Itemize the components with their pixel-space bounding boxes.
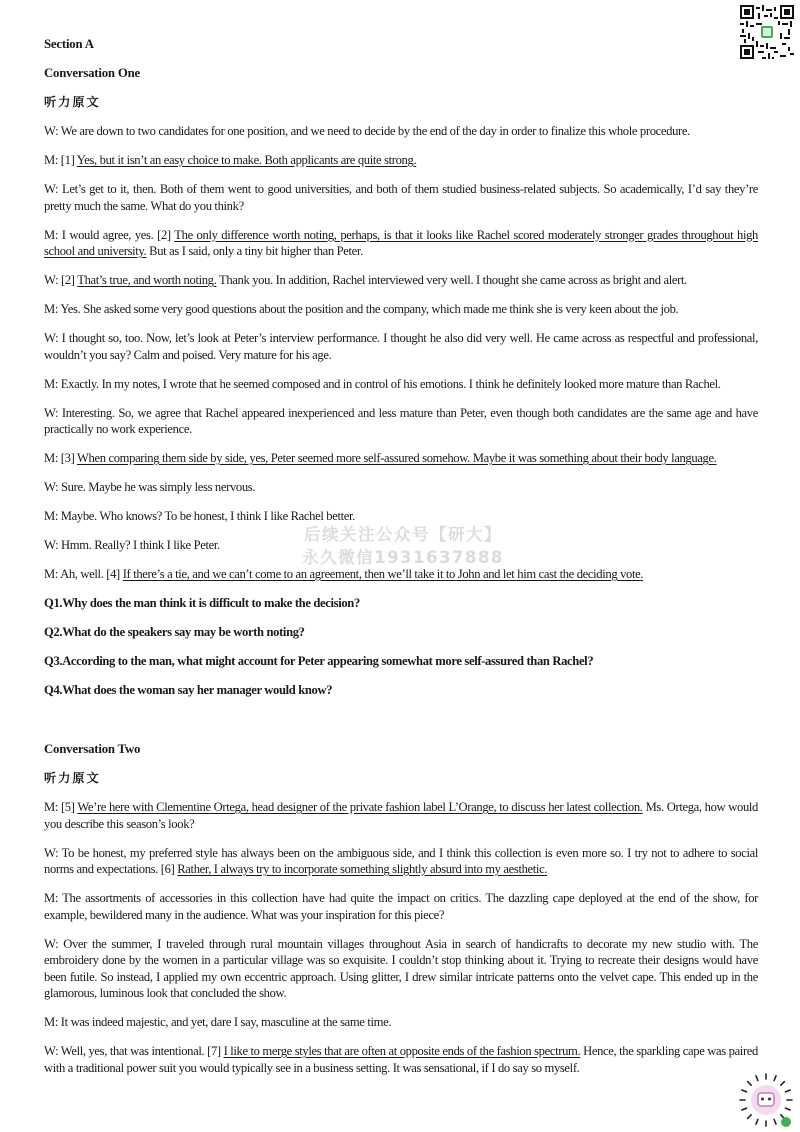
transcript-line: [44, 301, 758, 318]
line-text: W: Well, yes, that was intentional. [7]: [44, 1044, 224, 1058]
underlined-answer-text: That’s true, and worth noting.: [77, 273, 217, 287]
question-4: Q4.What does the woman say her manager would know?: [44, 683, 333, 697]
line-text: M: It was indeed majestic, and yet, dare I say, masculine at the same time.: [44, 1015, 392, 1029]
transcript-line: [44, 1014, 758, 1031]
line-text: W: Sure. Maybe he was simply less nervous.: [44, 480, 256, 494]
mini-program-code-icon: [738, 1072, 794, 1128]
underlined-answer-text: The only difference worth noting, perhaps, is that it looks like Rachel scored moderately stronger grades throughout high school and university.: [44, 227, 758, 258]
transcript-line: [44, 799, 758, 832]
line-text: W: Hmm. Really? I think I like Peter.: [44, 538, 220, 552]
transcript-line: [44, 450, 758, 467]
transcript-line: [44, 405, 758, 438]
underlined-answer-text: If there’s a tie, and we can’t come to an agreement, then we’ll take it to John and let him cast the deciding vote.: [122, 567, 644, 581]
line-text: M: [5]: [44, 800, 78, 814]
section-title: Section A: [44, 37, 94, 51]
transcript-line: [44, 330, 758, 363]
watermark-line-2: 永久微信1931637888: [302, 548, 504, 567]
transcript-line: [44, 479, 758, 496]
line-text: M: [3]: [44, 451, 78, 465]
transcript-line: [44, 508, 758, 525]
line-text: W: Let’s get to it, then. Both of them went to good universities, and both of them studied business-related subjects. So academically, I’d say they’re pretty much the same. What do you think?: [44, 182, 758, 213]
question-1: Q1.Why does the man think it is difficult to make the decision?: [44, 596, 360, 610]
line-text: W: To be honest, my preferred style has always been on the ambiguous side, and I think this collection is even more so. I try not to adhere to social norms and expectations. [6]: [44, 845, 758, 876]
line-text: W: Interesting. So, we agree that Rachel appeared inexperienced and less mature than Peter, even though both candidates are the same age and have practically no work experience.: [44, 405, 758, 436]
conversation-two-transcript: [44, 799, 758, 1076]
line-text: Ms. Ortega, how would you describe this season’s look?: [44, 800, 758, 831]
qr-code-icon: [740, 5, 794, 59]
transcript-line: [44, 566, 758, 583]
transcript-line: [44, 890, 758, 923]
conversation-one-transcript: [44, 123, 758, 583]
conversation-two-script-label: 听力原文: [44, 771, 101, 785]
line-text: W: We are down to two candidates for one position, and we need to decide by the end of the day in order to finalize this whole procedure.: [44, 124, 690, 138]
line-text: M: Exactly. In my notes, I wrote that he seemed composed and in control of his emotions. I think he definitely looked more mature than Rachel.: [44, 376, 721, 391]
line-text: M: Yes. She asked some very good questions about the position and the company, which made me think she is very keen about the job.: [44, 302, 679, 316]
conversation-one-title: Conversation One: [44, 66, 140, 80]
line-text: M: Maybe. Who knows? To be honest, I think I like Rachel better.: [44, 509, 355, 523]
transcript-line: [44, 936, 758, 1002]
underlined-answer-text: Yes, but it isn’t an easy choice to make. Both applicants are quite strong.: [76, 153, 417, 167]
line-text: Hence, the sparkling cape was paired with a traditional power suit you would typically see in a business setting. It was sensational, if I do say so myself.: [44, 1044, 758, 1075]
conversation-two-title: Conversation Two: [44, 742, 141, 756]
transcript-line: [44, 152, 758, 169]
line-text: M: I would agree, yes. [2]: [44, 227, 175, 242]
line-text: W: [2]: [44, 273, 78, 287]
document-page: [44, 36, 758, 1089]
underlined-answer-text: We’re here with Clementine Ortega, head designer of the private fashion label L’Orange, to discuss her latest collection.: [77, 800, 643, 814]
transcript-line: [44, 272, 758, 289]
underlined-answer-text: When comparing them side by side, yes, Peter seemed more self-assured somehow. Maybe it was something about their body language.: [77, 451, 717, 465]
transcript-line: [44, 227, 758, 260]
underlined-answer-text: I like to merge styles that are often at opposite ends of the fashion spectrum.: [223, 1044, 581, 1058]
line-text: W: I thought so, too. Now, let’s look at Peter’s interview performance. I thought he also did very well. He came across as respectful and professional, wouldn’t you say? Calm and poised. Very mature for his age.: [44, 331, 758, 362]
transcript-line: [44, 123, 758, 140]
transcript-line: [44, 845, 758, 878]
transcript-line: [44, 1043, 758, 1076]
line-text: M: Ah, well. [4]: [44, 567, 123, 581]
watermark-line-1: 后续关注公众号【研大】: [304, 525, 502, 544]
transcript-line: [44, 376, 758, 393]
conversation-one-questions: [44, 595, 758, 699]
question-3: Q3.According to the man, what might account for Peter appearing somewhat more self-assured than Rachel?: [44, 654, 594, 668]
line-text: M: The assortments of accessories in this collection have had quite the impact on critics. The dazzling cape deployed at the end of the show, for example, bewildered many in the audience. What was your inspiration for this piece?: [44, 891, 758, 922]
line-text: W: Over the summer, I traveled through rural mountain villages throughout Asia in search of handicrafts to decorate my new studio with. The embroidery done by the women in a particular village was so exquisite. I couldn’t stop thinking about it. Trying to recreate their designs would have been futile. So instead, I applied my own eccentric approach. Using glitter, I drew similar intricate patterns onto the velvet cape. This ended up in the glamorous, luminous look that concluded the show.: [44, 936, 758, 1000]
line-text: Thank you. In addition, Rachel interviewed very well. I thought she came across as bright and alert.: [216, 273, 687, 287]
transcript-line: [44, 181, 758, 214]
question-2: Q2.What do the speakers say may be worth noting?: [44, 625, 305, 639]
underlined-answer-text: Rather, I always try to incorporate something slightly absurd into my aesthetic.: [177, 862, 548, 876]
transcript-line: [44, 537, 758, 554]
line-text: But as I said, only a tiny bit higher than Peter.: [146, 244, 363, 258]
line-text: M: [1]: [44, 153, 77, 167]
conversation-one-script-label: 听力原文: [44, 95, 101, 109]
